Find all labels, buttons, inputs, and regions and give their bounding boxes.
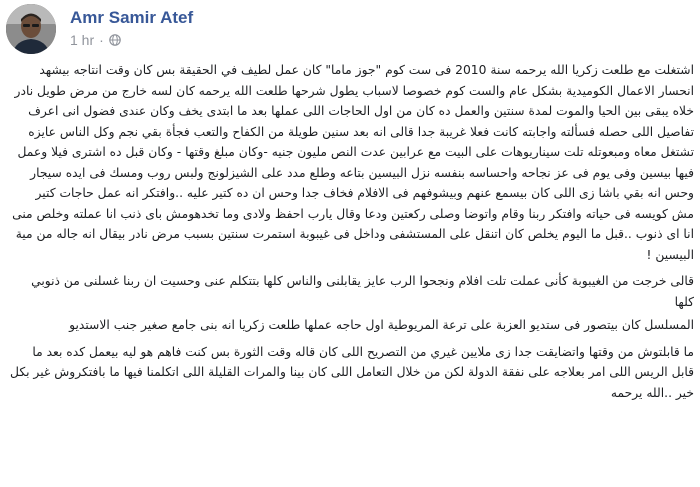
author-name[interactable]: Amr Samir Atef (70, 8, 194, 27)
meta-separator: · (99, 32, 104, 48)
post-time[interactable]: 1 hr (70, 32, 95, 48)
profile-photo-icon (6, 4, 56, 54)
post-text (10, 60, 694, 485)
post-paragraph: المسلسل كان بيتصور فى ستديو العزبة على ترعة المريوطية اول حاجه عملها طلعت زكريا انه بنى جامع صغير جنب الاستديو (69, 318, 694, 332)
post-paragraph: قالى خرجت من الغيبوبة كأنى عملت تلت افلام ونجحوا الرب عايز يقابلنى والناس كلها بتتكلم عنى وحسيت ان ربنا غسلنى من ذنوبي كلها (31, 274, 694, 309)
post-paragraph: ما قابلتوش من وقتها واتضايقت جدا زى ملايين غيري من التصريح اللى كان قاله وقت الثورة بس كنت فاهم هو ليه بيعمل كده بعد ما قابل الريس اللى امر بعلاجه على نفقة الدولة لكن من خلال التعامل اللى كان بينا والمرات القليلة اللى اتكلمنا فيها ما بافتكروش غير بكل خير ..الله يرحمه (10, 344, 694, 400)
post-header (0, 0, 700, 58)
post-meta (70, 31, 121, 49)
globe-icon[interactable] (109, 34, 121, 46)
post-paragraph: اشتغلت مع طلعت زكريا الله يرحمه سنة 2010 فى ست كوم "جوز ماما" كان عمل لطيف في الحقيقة بس كان وقت انتاجه بيشهد انحسار الاعمال الكوميدية بشكل عام والست كوم خصوصا لاسباب يطول شرحها طلعت الله يرحمه كان لسه خارج من مرض طويل نادر خلاه يبقى بين الحيا والموت لمدة سنتين والعمل ده كان من اول الحاجات اللى عملها بعد ما ابتدى يخف وكان عندى فضول انى اعرف تفاصيل اللى حصله فسألته واجابته كانت فعلا غريبة جدا قالى انه بعد سنين طويلة من الكفاح والتعب فجأة بقي نجم وكل الناس عايزه تشتغل معاه ومبعوتله تلت سيناريوهات على البيت مع عرابين عدت النص مليون جنيه -وكان مبلغ وقتها - وكان قبل ده اشترى فيلا وعمل فيها بيسين وفى يوم فى عز نجاحه واحساسه بنفسه نزل البيسين بتاعه وطلع مدد على الشيزلونج ولبس روب ومسك فى ايده سيجار وحس انه بقي باشا زى اللى كان بيسمع عنهم وبيشوفهم فى الافلام فخاف جدا وحس ان ده كتير عليه ..وافتكر انه عمل حاجات كتير مش كويسه فى حياته وافتكر ربنا وقام واتوضا وصلى ركعتين ودعا وقال يارب احفظ ولادى وما تخدهومش باى ذنب انا عملته وخلص منى انا اى ذنوب ..قبل ما اليوم يخلص كان اتنقل على المستشفى وداخل فى غيبوبة استمرت سنتين بسبب مرض نادر بيقال انه جاله من مية البيسين ! (12, 63, 694, 262)
avatar[interactable] (6, 4, 56, 54)
